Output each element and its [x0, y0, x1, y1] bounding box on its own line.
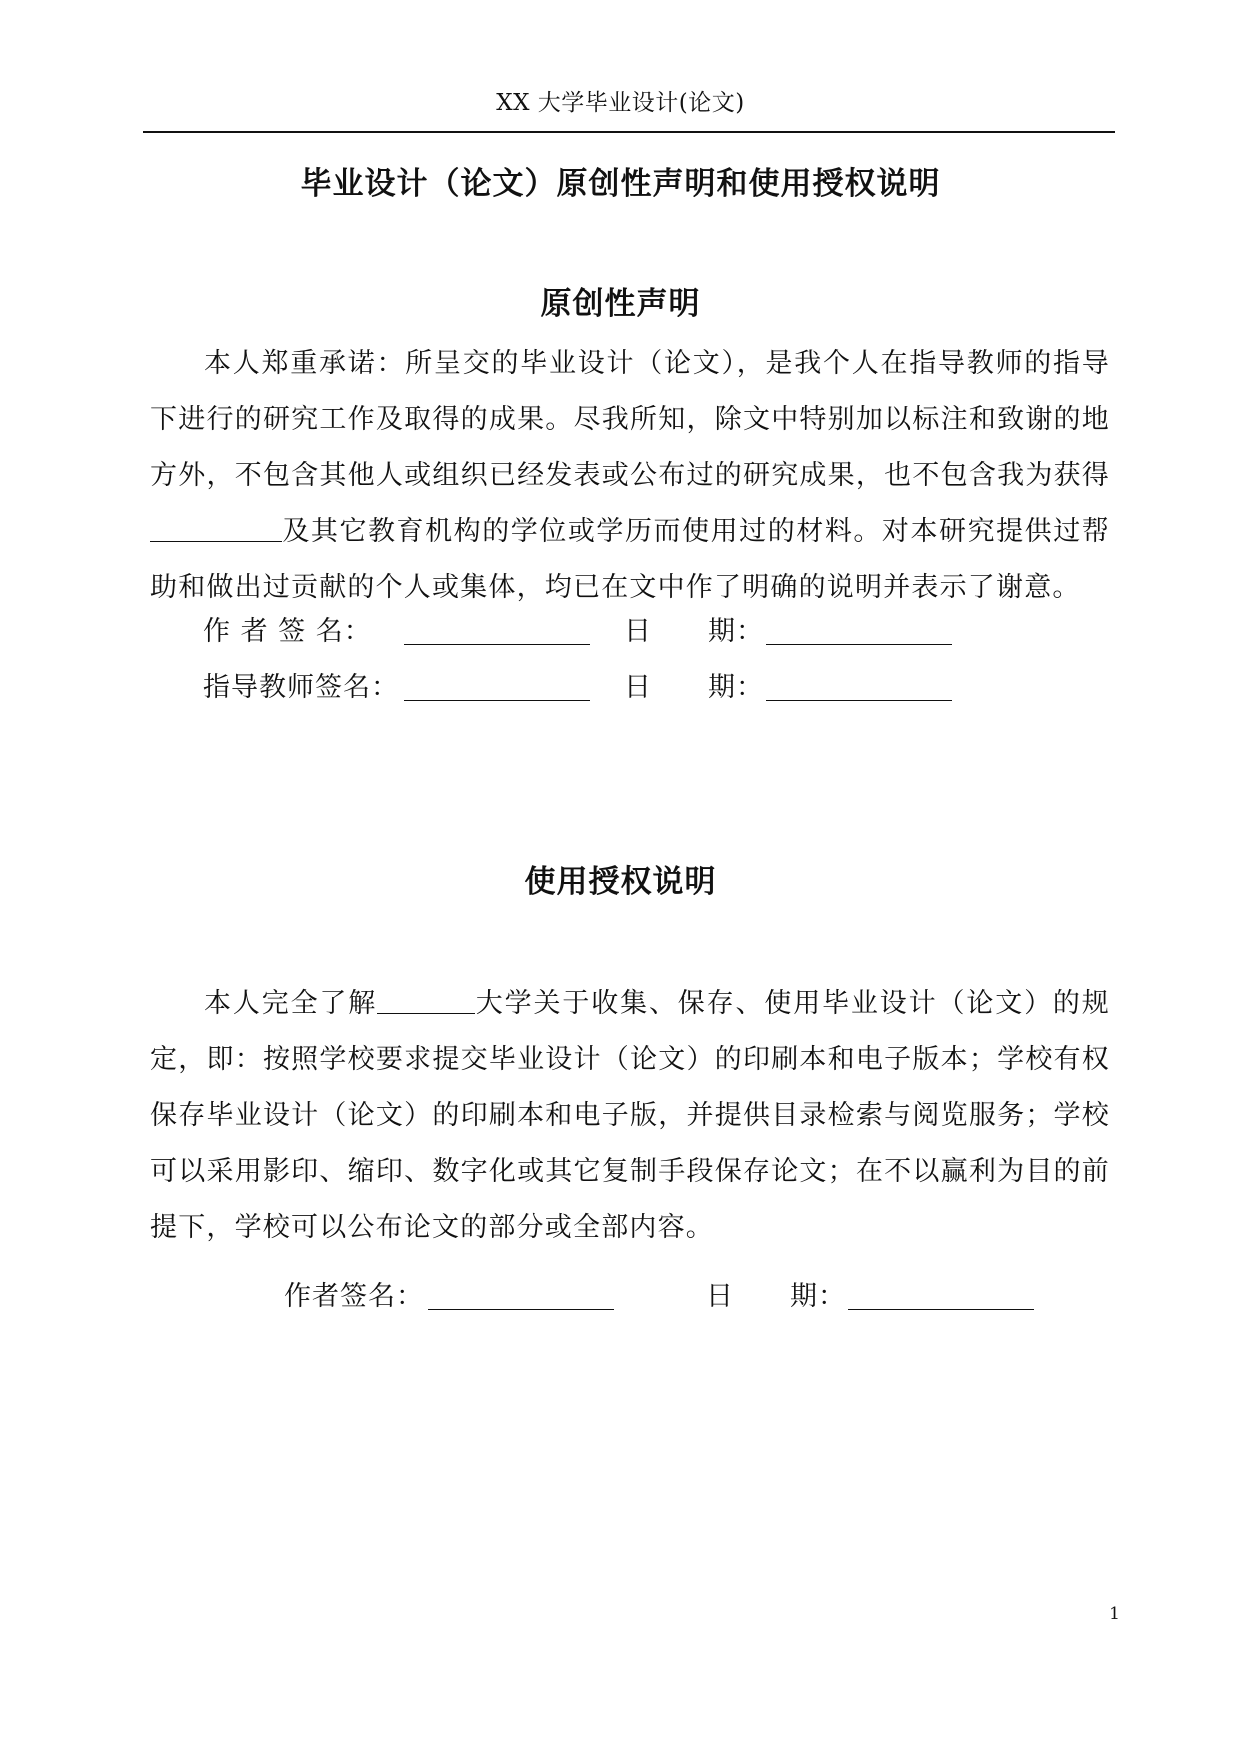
authorization-signature-line[interactable] — [428, 1309, 614, 1310]
advisor-date-line[interactable] — [766, 700, 952, 701]
date-label-char1: 日 — [624, 616, 652, 647]
authorization-section-title: 使用授权说明 — [524, 864, 717, 900]
author-signature-label: 作 者 签 名： — [203, 616, 372, 647]
authorization-text-part1: 本人完全了解 — [204, 988, 378, 1019]
advisor-signature-row — [0, 668, 1241, 708]
header-rule — [143, 131, 1115, 133]
date-label-char2: 期： — [790, 1281, 846, 1312]
university-blank-field[interactable] — [377, 989, 475, 1014]
advisor-signature-label: 指导教师签名： — [203, 672, 399, 703]
originality-text-part1: 本人郑重承诺：所呈交的毕业设计（论文），是我个人在指导教师的指导下进行的研究工作及取得的成果。尽我所知，除文中特别加以标注和致谢的地方外，不包含其他人或组织已经发表或公布过的研究成果，也不包含我为获得 — [150, 348, 1110, 491]
date-label-char2: 期： — [708, 672, 764, 703]
authorization-text-part2: 大学关于收集、保存、使用毕业设计（论文）的规定，即：按照学校要求提交毕业设计（论文）的印刷本和电子版本；学校有权保存毕业设计（论文）的印刷本和电子版，并提供目录检索与阅览服务；学校可以采用影印、缩印、数字化或其它复制手段保存论文；在不以赢利为目的前提下，学校可以公布论文的部分或全部内容。 — [150, 988, 1110, 1243]
authorization-paragraph — [150, 976, 1110, 1256]
authorization-date-line[interactable] — [848, 1309, 1034, 1310]
author-signature-line[interactable] — [404, 644, 590, 645]
page-header: XX 大学毕业设计(论文) — [496, 90, 745, 116]
author-signature-row — [0, 612, 1241, 652]
originality-paragraph — [150, 336, 1110, 616]
document-title: 毕业设计（论文）原创性声明和使用授权说明 — [300, 166, 941, 202]
degree-blank-field[interactable] — [150, 517, 282, 542]
author-date-line[interactable] — [766, 644, 952, 645]
originality-text-part2: 及其它教育机构的学位或学历而使用过的材料。对本研究提供过帮助和做出过贡献的个人或集体，均已在文中作了明确的说明并表示了谢意。 — [150, 516, 1110, 603]
advisor-signature-line[interactable] — [404, 700, 590, 701]
page-number: 1 — [1109, 1604, 1120, 1624]
authorization-author-label: 作者签名： — [284, 1281, 424, 1312]
authorization-signature-row — [0, 1277, 1241, 1317]
date-label-char1: 日 — [706, 1281, 734, 1312]
originality-section-title: 原创性声明 — [540, 286, 701, 322]
date-label-char1: 日 — [624, 672, 652, 703]
date-label-char2: 期： — [708, 616, 764, 647]
